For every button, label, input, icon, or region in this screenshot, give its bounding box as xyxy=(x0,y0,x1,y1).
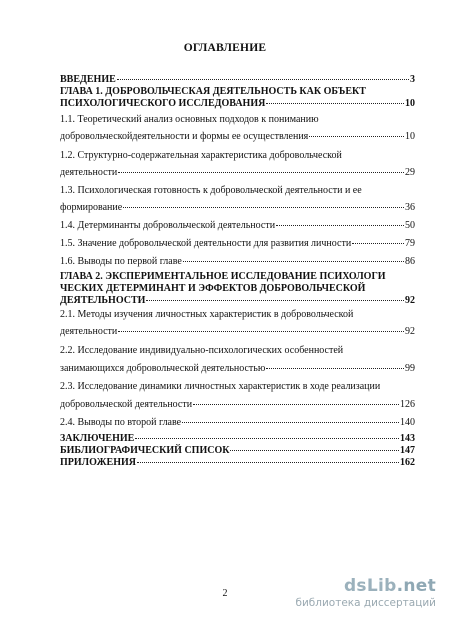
toc-entry-2-3-line2: добровольческой деятельности 126 xyxy=(60,399,415,410)
toc-entry-appendices: ПРИЛОЖЕНИЯ 162 xyxy=(60,457,415,468)
toc-entry-1-1-line2: добровольческойдеятельности и формы ее осуществления 10 xyxy=(60,131,415,142)
toc-entry-2-4: 2.4. Выводы по второй главе 140 xyxy=(60,417,415,428)
toc-entry-1-2-line2: деятельности 29 xyxy=(60,167,415,178)
toc-entry-bibliography: БИБЛИОГРАФИЧЕСКИЙ СПИСОК 147 xyxy=(60,445,415,456)
watermark-logo: dsLib.net xyxy=(343,576,436,596)
toc-entry-1-2-line1: 1.2. Структурно-содержательная характеристика добровольческой xyxy=(60,150,342,161)
toc-entry-2-3-line1: 2.3. Исследование динамики личностных характеристик в ходе реализации xyxy=(60,381,381,392)
toc-entry-2-1-line2: деятельности 92 xyxy=(60,326,415,337)
toc-entry-1-4: 1.4. Детерминанты добровольческой деятельности 50 xyxy=(60,220,415,231)
toc-entry-1-3-line2: формирование 36 xyxy=(60,202,415,213)
toc-entry-ch2-line3: ДЕЯТЕЛЬНОСТИ 92 xyxy=(60,295,415,306)
site-watermark xyxy=(295,576,436,609)
toc-entry-ch2-line2: ЧЕСКИХ ДЕТЕРМИНАНТ И ЭФФЕКТОВ ДОБРОВОЛЬЧЕСКОЙ xyxy=(60,283,366,294)
toc-entry-ch1-line2: ПСИХОЛОГИЧЕСКОГО ИССЛЕДОВАНИЯ 10 xyxy=(60,98,415,109)
toc-entry-intro: ВВЕДЕНИЕ 3 xyxy=(60,74,415,85)
toc-entry-2-2-line1: 2.2. Исследование индивидуально-психологических особенностей xyxy=(60,345,344,356)
toc-entry-conclusion: ЗАКЛЮЧЕНИЕ 143 xyxy=(60,433,415,444)
toc-entry-ch2-line1: ГЛАВА 2. ЭКСПЕРИМЕНТАЛЬНОЕ ИССЛЕДОВАНИЕ ПСИХОЛОГИ xyxy=(60,271,386,282)
toc-entry-1-5: 1.5. Значение добровольческой деятельности для развития личности 79 xyxy=(60,238,415,249)
page-title: ОГЛАВЛЕНИЕ xyxy=(183,42,267,54)
page-number: 2 xyxy=(222,588,228,599)
toc-entry-1-1-line1: 1.1. Теоретический анализ основных подходов к пониманию xyxy=(60,114,319,125)
watermark-subtitle: библиотека диссертаций xyxy=(295,597,436,609)
toc-entry-2-2-line2: занимающихся добровольческой деятельностью 99 xyxy=(60,363,415,374)
toc-entry-ch1-line1: ГЛАВА 1. ДОБРОВОЛЬЧЕСКАЯ ДЕЯТЕЛЬНОСТЬ КАК ОБЪЕКТ xyxy=(60,86,366,97)
toc-entry-1-3-line1: 1.3. Психологическая готовность к добровольческой деятельности и ее xyxy=(60,185,362,196)
toc-entry-1-6: 1.6. Выводы по первой главе 86 xyxy=(60,256,415,267)
toc-entry-2-1-line1: 2.1. Методы изучения личностных характеристик в добровольческой xyxy=(60,309,354,320)
